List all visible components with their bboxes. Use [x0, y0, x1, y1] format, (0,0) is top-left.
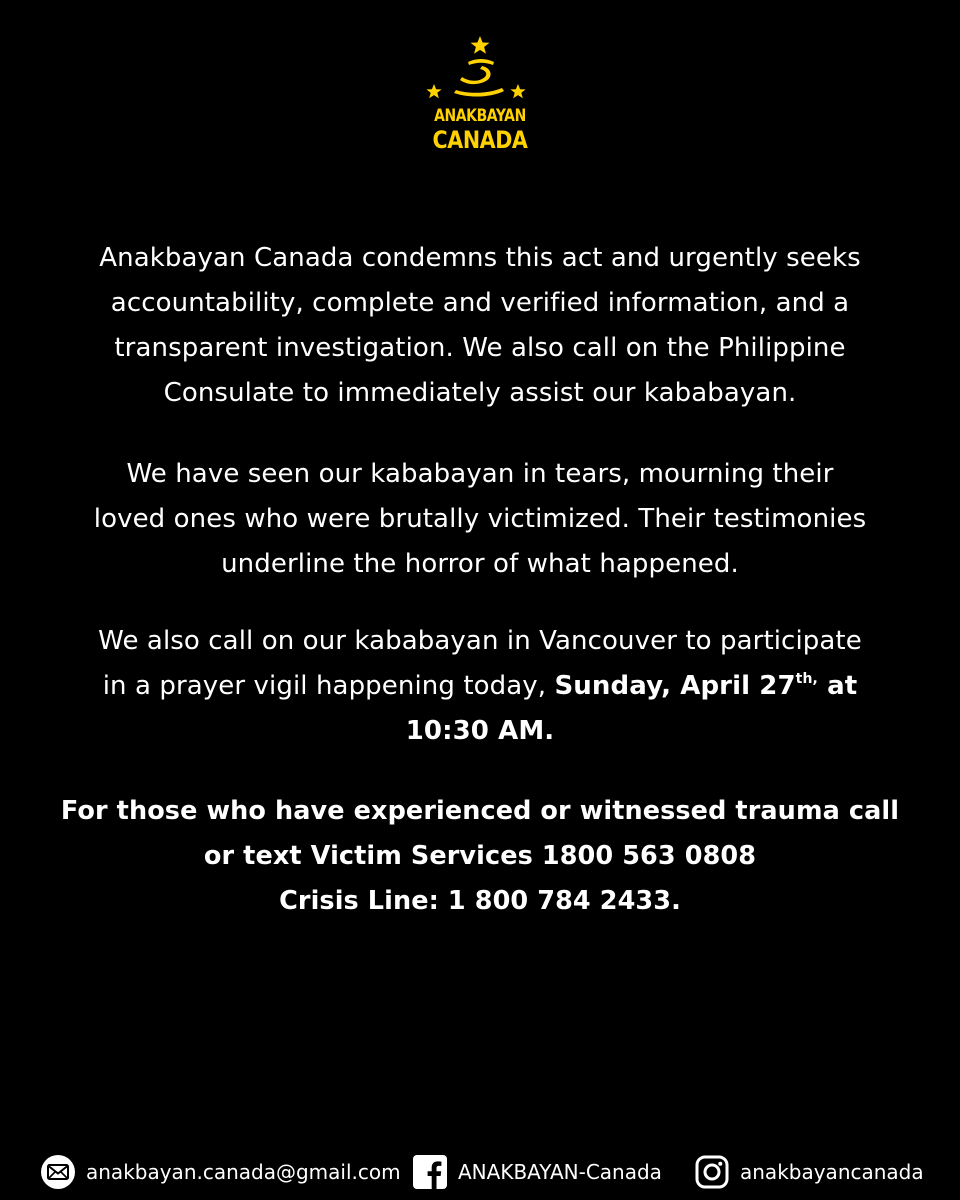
text-line: Anakbayan Canada condemns this act and urgently seeks [99, 243, 861, 273]
facebook-contact[interactable] [412, 1152, 662, 1192]
paragraph-condemnation [40, 236, 920, 416]
text-line [40, 664, 920, 709]
vigil-invite-text: in a prayer vigil happening today, [102, 671, 555, 701]
anakbayan-logo [416, 34, 544, 154]
logo-emblem-icon [416, 34, 544, 110]
text-line: We also call on our kababayan in Vancouver to participate [98, 626, 862, 656]
mail-icon [40, 1154, 76, 1190]
instagram-icon [694, 1154, 730, 1190]
text-line: We have seen our kababayan in tears, mourning their [126, 459, 834, 489]
text-line: loved ones who were brutally victimized. Their testimonies [93, 504, 867, 534]
text-line: transparent investigation. We also call on the Philippine [114, 333, 846, 363]
crisis-line: Crisis Line: 1 800 784 2433. [279, 886, 681, 916]
vigil-time: 10:30 AM. [405, 716, 555, 746]
email-contact[interactable] [40, 1152, 401, 1192]
victim-services-line: or text Victim Services 1800 563 0808 [203, 841, 757, 871]
email-address: anakbayan.canada@gmail.com [86, 1160, 401, 1184]
vigil-date: Sunday, April $27^{th,}$ at [554, 671, 858, 701]
paragraph-crisis-support [40, 789, 920, 924]
logo-text-anakbayan: ANAKBAYAN [434, 106, 526, 126]
paragraph-prayer-vigil [40, 619, 920, 754]
instagram-contact[interactable] [694, 1152, 924, 1192]
facebook-icon [412, 1154, 448, 1190]
facebook-handle: ANAKBAYAN-Canada [458, 1160, 662, 1184]
instagram-handle: anakbayancanada [740, 1160, 924, 1184]
text-line: Consulate to immediately assist our kababayan. [163, 378, 797, 408]
text-line: accountability, complete and verified information, and a [110, 288, 850, 318]
logo-text-canada: CANADA [432, 126, 528, 154]
date-ordinal-suffix: th, [795, 671, 818, 687]
text-line: For those who have experienced or witnessed trauma call [60, 796, 900, 826]
contact-footer [0, 1152, 960, 1192]
paragraph-mourning [40, 452, 920, 587]
text-line: underline the horror of what happened. [221, 549, 739, 579]
